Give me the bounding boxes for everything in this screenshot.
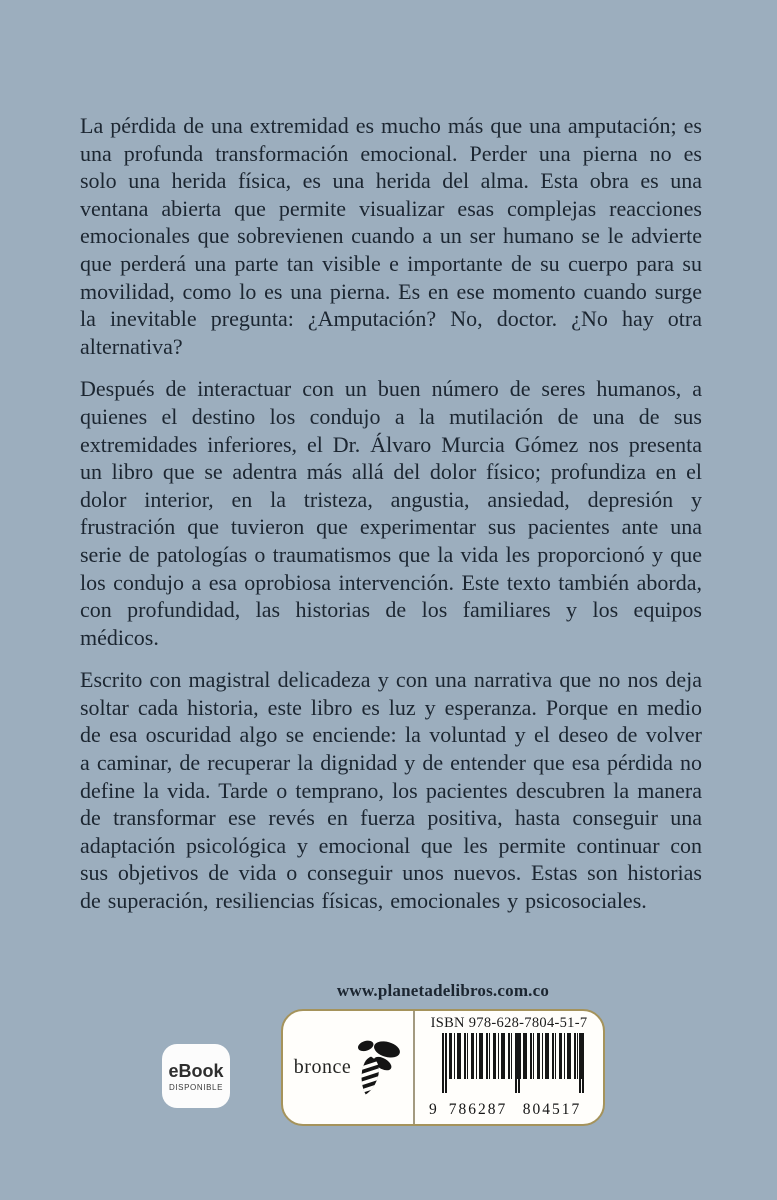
publisher-website-url: www.planetadelibros.com.co [336,981,550,1000]
synopsis-paragraph-2: Después de interactuar con un buen número de seres humanos, a quienes el destino los condujo a la mutilación de una de sus extremidades inferiores, el Dr. Álvaro Murcia Gómez nos presenta un libro que se adentra más allá del dolor físico; profundiza en el dolor interior, en la tristeza, angustia, ansiedad, depresión y frustración que tuvieron que experimentar sus pacientes ante una serie de patologías o traumatismos que la vida les proporcionó y que los condujo a esa oprobiosa intervención. Este texto también aborda, con profundidad, las historias de los familiares y los equipos médicos. [80,376,702,650]
isbn-label: ISBN 978-628-7804-51-7 [430,1015,588,1031]
isbn-barcode-panel [281,1009,605,1126]
barcode-digits-group-2: 804517 [522,1101,582,1118]
ebook-badge-subtitle: DISPONIBLE [168,1082,223,1092]
ebook-available-badge [162,1044,230,1108]
publisher-imprint-cell [283,1011,415,1124]
barcode-digits [429,1100,589,1118]
isbn-cell [415,1011,603,1124]
synopsis-paragraph-1: La pérdida de una extremidad es mucho más que una amputación; es una profunda transformación emocional. Perder una pierna no es solo una herida física, es una herida del alma. Esta obra es una ventana abierta que permite visualizar esas complejas reacciones emocionales que sobrevienen cuando a un ser humano se le advierte que perderá una parte tan visible e importante de su cuerpo para su movilidad, como lo es una pierna. Es en ese momento cuando surge la inevitable pregunta: ¿Amputación? No, doctor. ¿No hay otra alternativa? [80,113,702,359]
barcode-guard-right [579,1033,584,1093]
barcode-guard-left [442,1033,447,1093]
synopsis-paragraph-3: Escrito con magistral delicadeza y con una narrativa que no nos deja soltar cada historia, este libro es luz y esperanza. Porque en medio de esa oscuridad algo se enciende: la voluntad y el deseo de volver a caminar, de recuperar la dignidad y de entender que esa pérdida no define la vida. Tarde o temprano, los pacientes descubren la manera de transformar ese revés en fuerza positiva, hasta conseguir una adaptación psicológica y emocional que les permite continuar con sus objetivos de vida o conseguir unos nuevos. Estas son historias de superación, resiliencias físicas, emocionales y psicosociales. [80,667,702,914]
ean13-barcode [429,1033,589,1118]
barcode-bars [442,1033,584,1079]
barcode-digit-prefix: 9 [429,1101,437,1118]
imprint-name: bronce [293,1056,352,1078]
barcode-guard-middle [515,1033,520,1093]
bee-icon [356,1037,402,1099]
barcode-digits-group-1: 786287 [448,1101,508,1118]
ebook-badge-title: eBook [168,1060,224,1081]
synopsis-text-block [80,112,702,930]
